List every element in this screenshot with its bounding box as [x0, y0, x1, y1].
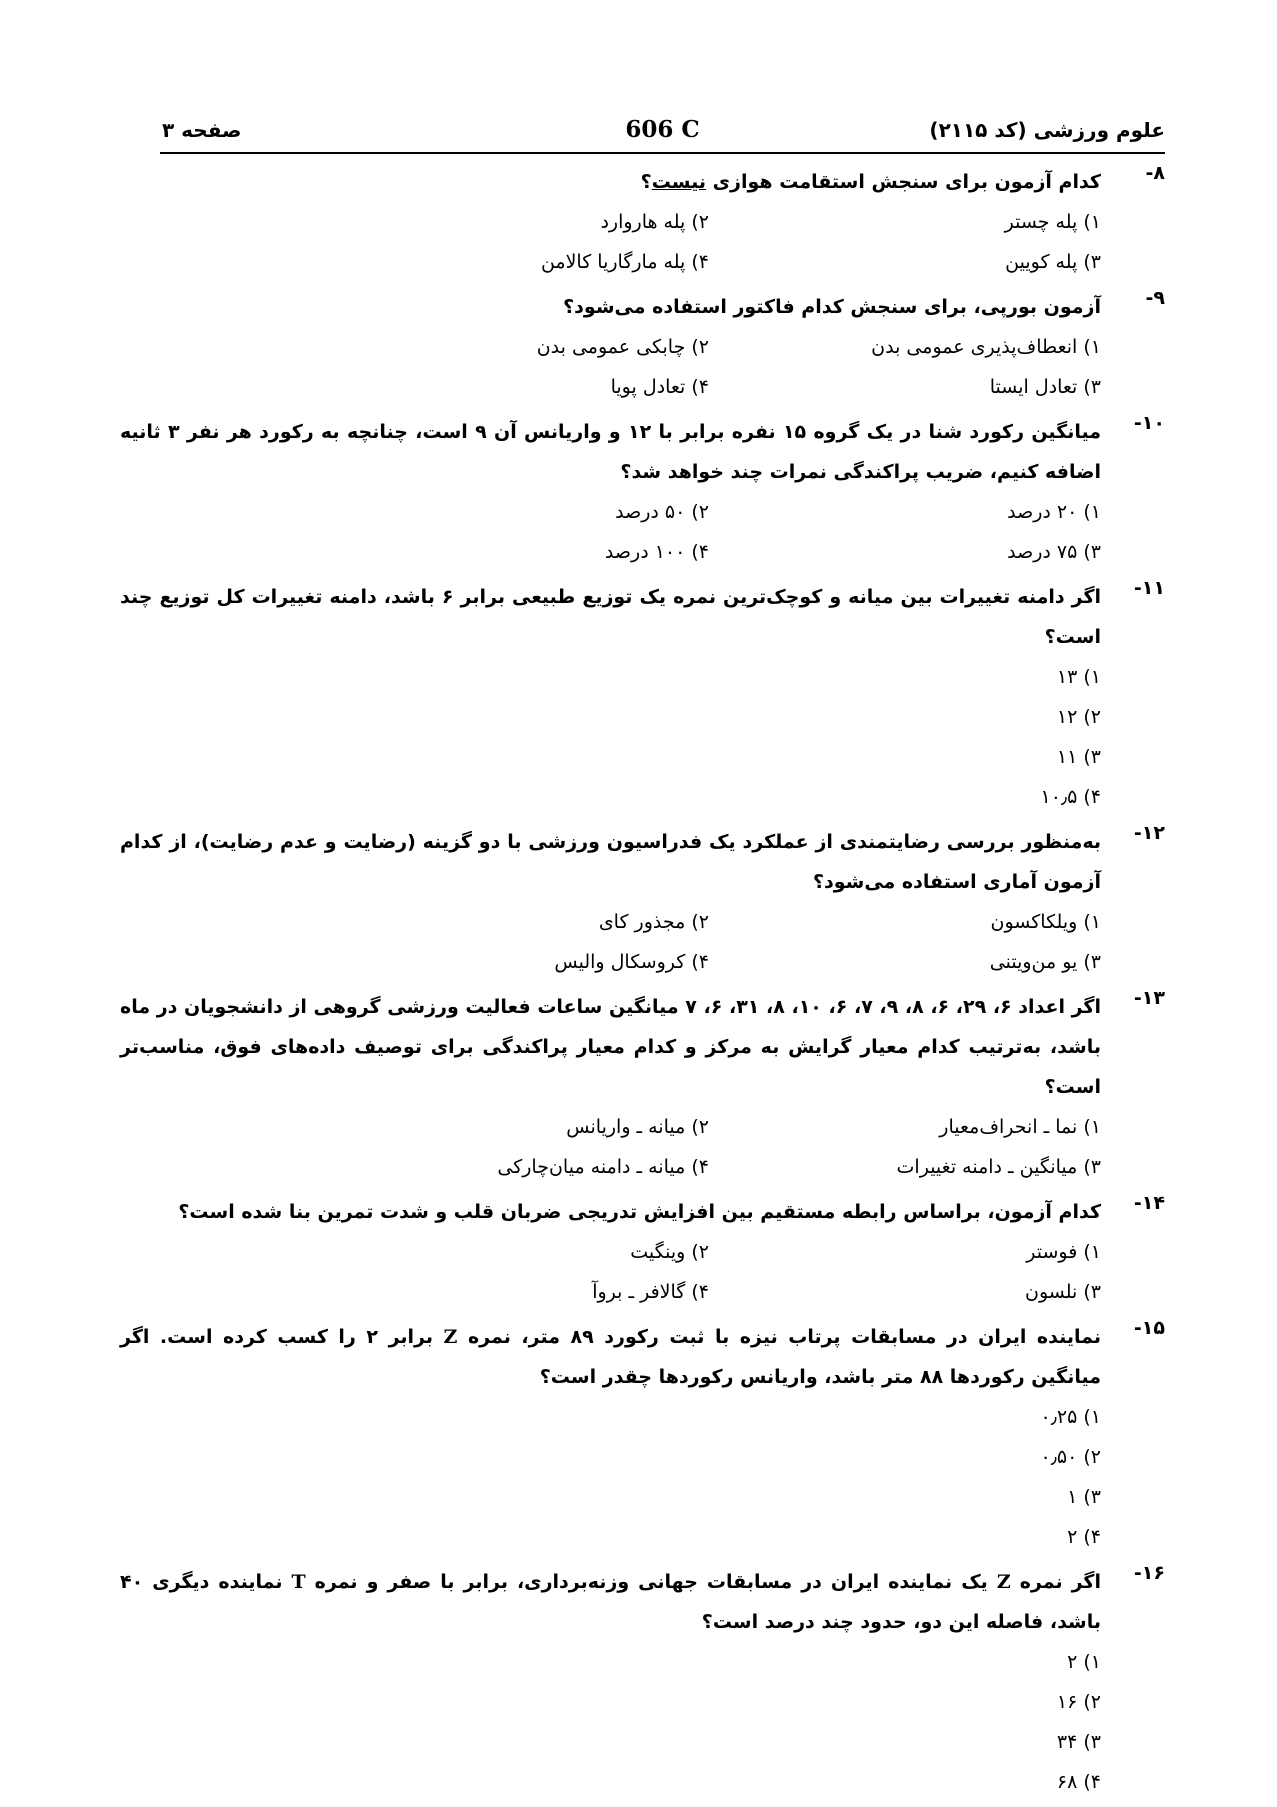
stem-text: یک نماینده ایران در مسابقات جهانی وزنه‌برداری، برابر با صفر و نمره: [305, 1571, 997, 1593]
question-15: [120, 1317, 1165, 1557]
question-stem: آزمون بورپی، برای سنجش کدام فاکتور استفاده می‌شود؟: [563, 296, 1101, 318]
stem-text: ؟: [640, 171, 652, 193]
question-12: [120, 822, 1165, 982]
option-2[interactable]: ۲) ۰٫۵۰: [1040, 1446, 1101, 1468]
option-3[interactable]: ۳) پله کویین: [1005, 251, 1101, 273]
question-11: [120, 577, 1165, 817]
option-1[interactable]: ۱) پله چستر: [1004, 211, 1101, 233]
option-2[interactable]: ۲) ۱۲: [1056, 706, 1101, 728]
question-14: [120, 1192, 1165, 1312]
option-1[interactable]: ۱) فوستر: [1026, 1241, 1101, 1263]
option-1[interactable]: ۱) ۰٫۲۵: [1040, 1406, 1101, 1428]
booklet-code: 606 C: [625, 116, 700, 143]
option-3[interactable]: ۳) میانگین ـ دامنه تغییرات: [896, 1156, 1101, 1178]
question-stem: کدام آزمون، براساس رابطه مستقیم بین افزایش تدریجی ضربان قلب و شدت تمرین بنا شده است؟: [178, 1201, 1101, 1223]
option-1[interactable]: ۱) ۲: [1067, 1651, 1101, 1673]
options: [120, 1397, 1101, 1557]
option-4[interactable]: ۴) ۱۰۰ درصد: [604, 541, 709, 563]
option-2[interactable]: ۲) میانه ـ واریانس: [566, 1116, 709, 1138]
option-3[interactable]: ۳) یو من‌ویتنی: [989, 951, 1101, 973]
stem-symbol: Z: [996, 1571, 1011, 1593]
options: [120, 1232, 1101, 1312]
options: [120, 1107, 1101, 1187]
option-3[interactable]: ۳) ۱۱: [1056, 746, 1101, 768]
question-number: ۱۰-: [1133, 412, 1165, 434]
page-number: صفحه ۳: [162, 118, 242, 142]
options: [120, 657, 1101, 817]
question-stem: اگر دامنه تغییرات بین میانه و کوچک‌ترین نمره یک توزیع طبیعی برابر ۶ باشد، دامنه تغییرات کل توزیع چند است؟: [120, 586, 1102, 648]
option-4[interactable]: ۴) ۶۸: [1056, 1771, 1101, 1793]
option-2[interactable]: ۲) ۵۰ درصد: [615, 501, 709, 523]
options: [120, 492, 1101, 572]
course-title: علوم ورزشی (کد ۲۱۱۵): [929, 118, 1165, 142]
question-number: ۹-: [1145, 287, 1165, 309]
option-1[interactable]: ۱) ویلکاکسون: [990, 911, 1101, 933]
question-number: ۱۶-: [1133, 1562, 1165, 1584]
option-4[interactable]: ۴) ۱۰٫۵: [1040, 786, 1101, 808]
question-stem: میانگین رکورد شنا در یک گروه ۱۵ نفره برابر با ۱۲ و واریانس آن ۹ است، چنانچه به رکورد هر نفر ۳ ثانیه اضافه کنیم، ضریب پراکندگی نمرات چند خواهد شد؟: [120, 421, 1102, 483]
option-1[interactable]: ۱) نما ـ انحراف‌معیار: [939, 1116, 1101, 1138]
option-3[interactable]: ۳) ۷۵ درصد: [1007, 541, 1101, 563]
stem-symbol: T: [291, 1571, 306, 1593]
question-10: [120, 412, 1165, 572]
question-stem: به‌منظور بررسی رضایتمندی از عملکرد یک فدراسیون ورزشی با دو گزینه (رضایت و عدم رضایت)، از کدام آزمون آماری استفاده می‌شود؟: [120, 831, 1101, 893]
option-3[interactable]: ۳) نلسون: [1025, 1281, 1101, 1303]
stem-symbol: Z: [443, 1326, 458, 1348]
question-stem: [120, 1562, 1101, 1642]
question-number: ۱۴-: [1133, 1192, 1165, 1214]
option-2[interactable]: ۲) وینگیت: [630, 1241, 709, 1263]
question-9: [120, 287, 1165, 407]
question-16: [120, 1562, 1165, 1802]
stem-text: کدام آزمون برای سنجش استقامت هوازی: [706, 171, 1101, 193]
questions-list: [120, 162, 1165, 1807]
options: [120, 202, 1101, 282]
page-header: [160, 118, 1165, 154]
option-2[interactable]: ۲) چابکی عمومی بدن: [536, 336, 709, 358]
stem-text: نماینده ایران در مسابقات پرتاب نیزه با ثبت رکورد ۸۹ متر، نمره: [457, 1326, 1101, 1348]
option-3[interactable]: ۳) ۱: [1067, 1486, 1101, 1508]
option-4[interactable]: ۴) تعادل پویا: [610, 376, 709, 398]
stem-text: نماینده دیگری ۴۰ باشد، فاصله این دو، حدود چند درصد است؟: [120, 1571, 1101, 1633]
question-number: ۱۵-: [1133, 1317, 1165, 1339]
option-2[interactable]: ۲) مجذور کای: [598, 911, 709, 933]
stem-text: اگر نمره: [1010, 1571, 1101, 1593]
option-4[interactable]: ۴) ۲: [1067, 1526, 1101, 1548]
question-number: ۱۱-: [1133, 577, 1165, 599]
question-8: [120, 162, 1165, 282]
options: [120, 1642, 1101, 1802]
stem-text: برابر ۲ را کسب کرده است. اگر میانگین رکوردها ۸۸ متر باشد، واریانس رکوردها چقدر است؟: [120, 1326, 1101, 1388]
option-2[interactable]: ۲) پله هاروارد: [600, 211, 709, 233]
option-4[interactable]: ۴) میانه ـ دامنه میان‌چارکی: [497, 1156, 709, 1178]
question-number: ۱۲-: [1133, 822, 1165, 844]
option-1[interactable]: ۱) ۲۰ درصد: [1007, 501, 1101, 523]
question-13: [120, 987, 1165, 1187]
options: [120, 327, 1101, 407]
question-stem: اگر اعداد ۶، ۲۹، ۶، ۸، ۹، ۷، ۶، ۱۰، ۸، ۳۱، ۶، ۷ میانگین ساعات فعالیت ورزشی گروهی از دانشجویان در ماه باشد، به‌ترتیب کدام معیار گرایش به مرکز و کدام معیار پراکندگی برای توصیف داده‌های فوق، مناسب‌تر است؟: [119, 996, 1101, 1098]
option-3[interactable]: ۳) ۳۴: [1056, 1731, 1101, 1753]
option-4[interactable]: ۴) پله مارگاریا کالامن: [540, 251, 709, 273]
option-4[interactable]: ۴) گالافر ـ بروآ: [592, 1281, 709, 1303]
question-number: ۸-: [1145, 162, 1165, 184]
question-number: ۱۳-: [1133, 987, 1165, 1009]
option-2[interactable]: ۲) ۱۶: [1056, 1691, 1101, 1713]
option-3[interactable]: ۳) تعادل ایستا: [989, 376, 1101, 398]
option-1[interactable]: ۱) ۱۳: [1056, 666, 1101, 688]
question-stem: [120, 1317, 1101, 1397]
options: [120, 902, 1101, 982]
stem-emphasis: نیست: [651, 171, 707, 193]
option-4[interactable]: ۴) کروسکال والیس: [554, 951, 709, 973]
question-stem: [120, 162, 1101, 202]
option-1[interactable]: ۱) انعطاف‌پذیری عمومی بدن: [871, 336, 1101, 358]
